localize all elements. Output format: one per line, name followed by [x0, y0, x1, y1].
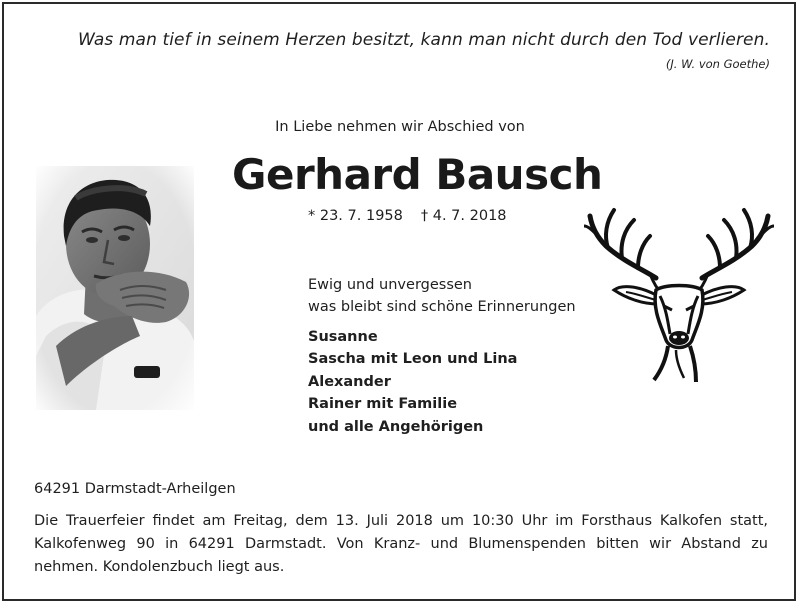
motto-line: was bleibt sind schöne Erinnerungen [308, 299, 576, 315]
death-date: † 4. 7. 2018 [420, 208, 507, 224]
mourner: Alexander [308, 373, 391, 390]
location-line: 64291 Darmstadt-Arheilgen [34, 481, 236, 497]
deceased-name: Gerhard Bausch [232, 150, 603, 199]
mourner: Rainer mit Familie [308, 396, 458, 413]
mourner: und alle Angehörigen [308, 418, 484, 435]
mourner: Sascha mit Leon und Lina [308, 351, 518, 368]
portrait-photo [36, 166, 194, 410]
deer-head-icon [584, 200, 774, 382]
goethe-quote: Was man tief in seinem Herzen besitzt, kann man nicht durch den Tod verlieren. [77, 30, 770, 50]
mourner: Susanne [308, 329, 378, 345]
mourners-list [308, 326, 517, 438]
birth-date: * 23. 7. 1958 [308, 208, 403, 224]
life-dates [308, 208, 507, 224]
intro-line: In Liebe nehmen wir Abschied von [275, 119, 525, 135]
quote-attribution: (J. W. von Goethe) [665, 57, 770, 71]
funeral-notice: Die Trauerfeier findet am Freitag, dem 13. Juli 2018 um 10:30 Uhr im Forsthaus Kalkofen statt, Kalkofenweg 90 in 64291 Darmstadt. Von Kranz- und Blumenspenden bitten wir Abstand zu nehmen. Kondolenzbuch liegt aus. [34, 513, 768, 575]
motto [308, 274, 576, 318]
motto-line: Ewig und unvergessen [308, 277, 472, 293]
